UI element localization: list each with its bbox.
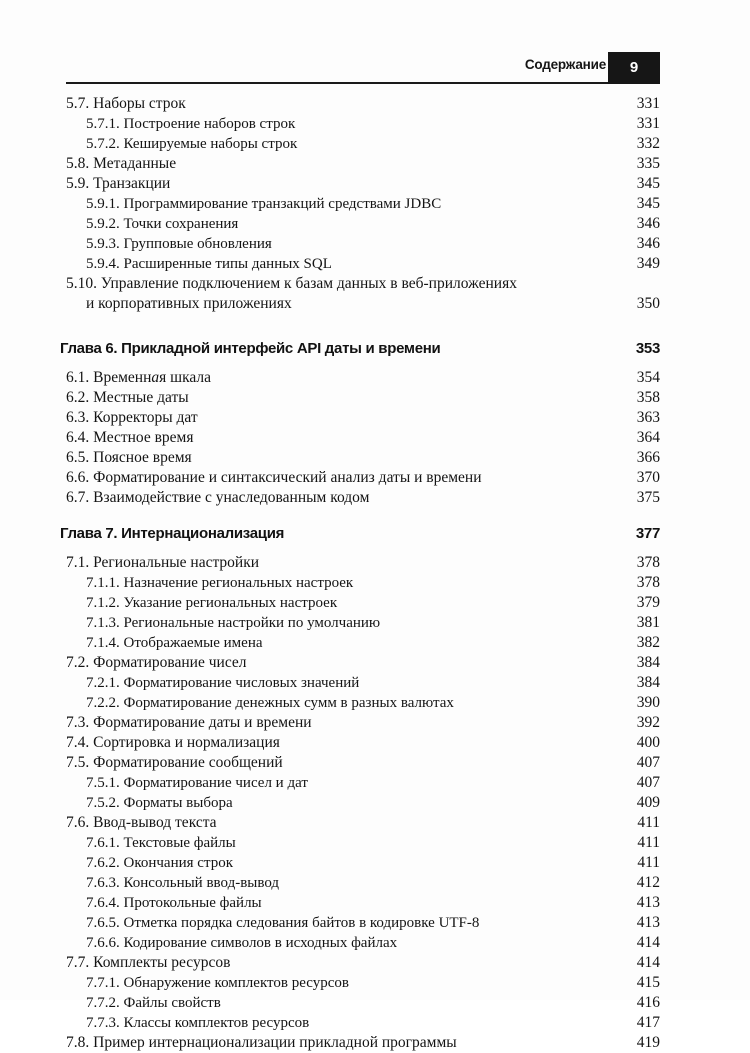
toc-entry-row <box>0 254 750 274</box>
toc-entry-label: 6.1. Временная шкала <box>66 369 211 386</box>
toc-page-number: 364 <box>636 429 660 446</box>
toc-entry-label: 5.7.2. Кешируемые наборы строк <box>86 136 298 152</box>
toc-page-number: 358 <box>636 389 660 406</box>
toc-page-number: 363 <box>636 409 660 426</box>
toc-entry-label: 7.8. Пример интернационализации прикладной программы <box>66 1034 457 1051</box>
toc-entry-row <box>0 214 750 234</box>
toc-entry-row <box>0 428 750 448</box>
toc-page-number: 411 <box>637 834 660 851</box>
toc-entry-row <box>0 933 750 953</box>
toc-entry-row <box>0 468 750 488</box>
toc-page-number: 409 <box>636 794 660 811</box>
toc-entry-row <box>0 114 750 134</box>
toc-entry-row <box>0 194 750 214</box>
toc-entry-row <box>0 274 750 294</box>
folio-badge <box>608 52 660 84</box>
toc-entry-row <box>0 573 750 593</box>
toc-page-number: 346 <box>636 235 660 252</box>
toc-entry-label: 7.7.2. Файлы свойств <box>86 995 221 1011</box>
toc-page-number: 378 <box>636 574 660 591</box>
toc-page-number: 417 <box>636 1014 660 1031</box>
toc-entry-label: и корпоративных приложениях <box>86 295 292 312</box>
toc-entry-label: 7.1.1. Назначение региональных настроек <box>86 575 354 591</box>
toc-page-number: 411 <box>637 854 660 871</box>
toc-page-number: 413 <box>636 914 660 931</box>
toc-page-number: 332 <box>636 135 660 152</box>
toc-entry-label: 7.5.1. Форматирование чисел и дат <box>86 775 308 791</box>
toc-page-number: 382 <box>636 634 660 651</box>
toc-entry-label: 5.9. Транзакции <box>66 175 171 192</box>
toc-entry-label: 7.6.4. Протокольные файлы <box>86 895 262 911</box>
toc-entry-label: 6.2. Местные даты <box>66 389 189 406</box>
toc-page-number: 331 <box>636 95 660 112</box>
toc-entry-row <box>0 613 750 633</box>
toc-entry-label: 7.6.5. Отметка порядка следования байтов в кодировке UTF-8 <box>86 915 480 931</box>
toc-page-number: 400 <box>636 734 660 751</box>
toc-entry-row <box>0 94 750 114</box>
toc-entry-label: 7.6.3. Консольный ввод-вывод <box>86 875 280 891</box>
toc-page-number: 353 <box>635 340 660 357</box>
toc-page-number: 331 <box>636 115 660 132</box>
toc-entry-label: 7.7.1. Обнаружение комплектов ресурсов <box>86 975 349 991</box>
toc-entry-row <box>0 448 750 468</box>
toc-entry-row <box>0 673 750 693</box>
toc-entry-label: 7.2. Форматирование чисел <box>66 654 247 671</box>
toc-entry-label: 5.7. Наборы строк <box>66 95 186 112</box>
toc-entry-label: 6.6. Форматирование и синтаксический анализ даты и времени <box>66 469 482 486</box>
toc-page-number: 345 <box>636 175 660 192</box>
toc-page-number: 384 <box>636 654 660 671</box>
toc-list <box>0 94 750 1053</box>
toc-entry-row <box>0 973 750 993</box>
header-rule <box>66 82 608 84</box>
toc-entry-label: 7.4. Сортировка и нормализация <box>66 734 280 751</box>
toc-entry-row <box>0 1033 750 1053</box>
toc-entry-label: 7.5.2. Форматы выбора <box>86 795 233 811</box>
toc-page-number: 377 <box>635 525 660 542</box>
vertical-spacer <box>0 508 750 524</box>
toc-page-number: 416 <box>636 994 660 1011</box>
toc-entry-label: 7.3. Форматирование даты и времени <box>66 714 312 731</box>
toc-entry-row <box>0 388 750 408</box>
toc-continuation-row <box>0 294 750 314</box>
toc-entry-label: 6.7. Взаимодействие с унаследованным кодом <box>66 489 370 506</box>
toc-entry-label: 5.7.1. Построение наборов строк <box>86 116 296 132</box>
toc-page-number: 413 <box>636 894 660 911</box>
toc-page-number: 370 <box>636 469 660 486</box>
toc-entry-row <box>0 753 750 773</box>
running-header <box>0 52 750 86</box>
toc-entry-label: 7.6.1. Текстовые файлы <box>86 835 236 851</box>
toc-entry-row <box>0 953 750 973</box>
toc-chapter-row <box>0 524 750 544</box>
toc-page-number: 350 <box>636 295 660 312</box>
toc-page-number: 366 <box>636 449 660 466</box>
toc-page-number: 335 <box>636 155 660 172</box>
toc-entry-label: 7.1.2. Указание региональных настроек <box>86 595 338 611</box>
toc-entry-row <box>0 154 750 174</box>
toc-page-number: 346 <box>636 215 660 232</box>
stressed-vowel: а <box>151 369 160 386</box>
toc-entry-label: 7.2.1. Форматирование числовых значений <box>86 675 360 691</box>
toc-page-number: 415 <box>636 974 660 991</box>
toc-entry-row <box>0 873 750 893</box>
toc-entry-label: 6.3. Корректоры дат <box>66 409 198 426</box>
toc-entry-row <box>0 733 750 753</box>
toc-entry-label: 7.2.2. Форматирование денежных сумм в разных валютах <box>86 695 454 711</box>
toc-page-number: 411 <box>637 814 660 831</box>
toc-entry-row <box>0 913 750 933</box>
toc-page-number: 379 <box>636 594 660 611</box>
toc-entry-label: 5.10. Управление подключением к базам данных в веб-приложениях <box>66 275 517 292</box>
toc-entry-label: 5.9.2. Точки сохранения <box>86 216 239 232</box>
toc-entry-row <box>0 693 750 713</box>
toc-entry-row <box>0 653 750 673</box>
folio-number: 9 <box>629 59 639 76</box>
toc-page-number: 381 <box>636 614 660 631</box>
toc-entry-row <box>0 234 750 254</box>
vertical-spacer <box>0 314 750 323</box>
toc-entry-label: 5.8. Метаданные <box>66 155 177 172</box>
toc-page-number: 414 <box>636 934 660 951</box>
toc-page-number: 354 <box>636 369 660 386</box>
toc-entry-label: 6.5. Поясное время <box>66 449 192 466</box>
toc-entry-label: 7.6.6. Кодирование символов в исходных файлах <box>86 935 398 951</box>
toc-page-number: 378 <box>636 554 660 571</box>
toc-entry-label: 7.6.2. Окончания строк <box>86 855 233 871</box>
toc-entry-label: 7.1.4. Отображаемые имена <box>86 635 263 651</box>
toc-entry-row <box>0 713 750 733</box>
toc-entry-label: 5.9.3. Групповые обновления <box>86 236 272 252</box>
vertical-spacer <box>0 323 750 339</box>
toc-page-number: 419 <box>636 1034 660 1051</box>
toc-entry-row <box>0 553 750 573</box>
toc-entry-label: 7.1. Региональные настройки <box>66 554 260 571</box>
toc-page-number: 375 <box>636 489 660 506</box>
toc-entry-row <box>0 853 750 873</box>
toc-entry-label: Глава 7. Интернационализация <box>60 525 285 542</box>
toc-entry-label: 7.7. Комплекты ресурсов <box>66 954 231 971</box>
header-title: Содержание <box>524 57 606 72</box>
toc-entry-row <box>0 893 750 913</box>
toc-entry-label: 7.6. Ввод-вывод текста <box>66 814 217 831</box>
toc-entry-row <box>0 488 750 508</box>
toc-page-number: 412 <box>636 874 660 891</box>
toc-entry-row <box>0 793 750 813</box>
toc-entry-label: 7.1.3. Региональные настройки по умолчанию <box>86 615 381 631</box>
toc-entry-label: Глава 6. Прикладной интерфейс API даты и времени <box>60 340 441 357</box>
toc-page-number: 407 <box>636 754 660 771</box>
toc-page-number: 407 <box>636 774 660 791</box>
toc-chapter-row <box>0 339 750 359</box>
toc-entry-row <box>0 134 750 154</box>
vertical-spacer <box>0 544 750 553</box>
toc-entry-row <box>0 1013 750 1033</box>
toc-entry-row <box>0 368 750 388</box>
toc-page-number: 392 <box>636 714 660 731</box>
toc-entry-label: 7.5. Форматирование сообщений <box>66 754 283 771</box>
toc-entry-row <box>0 174 750 194</box>
toc-entry-label: 6.4. Местное время <box>66 429 194 446</box>
toc-entry-row <box>0 408 750 428</box>
vertical-spacer <box>0 359 750 368</box>
toc-entry-label: 5.9.1. Программирование транзакций средствами JDBC <box>86 196 442 212</box>
toc-entry-label: 5.9.4. Расширенные типы данных SQL <box>86 256 332 272</box>
toc-page-number: 414 <box>636 954 660 971</box>
toc-entry-row <box>0 593 750 613</box>
toc-entry-row <box>0 633 750 653</box>
toc-page-number: 345 <box>636 195 660 212</box>
toc-page-number: 384 <box>636 674 660 691</box>
toc-entry-row <box>0 813 750 833</box>
toc-entry-label: 7.7.3. Классы комплектов ресурсов <box>86 1015 310 1031</box>
toc-page-number: 349 <box>636 255 660 272</box>
toc-entry-row <box>0 773 750 793</box>
toc-page-number: 390 <box>636 694 660 711</box>
toc-entry-row <box>0 833 750 853</box>
toc-entry-row <box>0 993 750 1013</box>
